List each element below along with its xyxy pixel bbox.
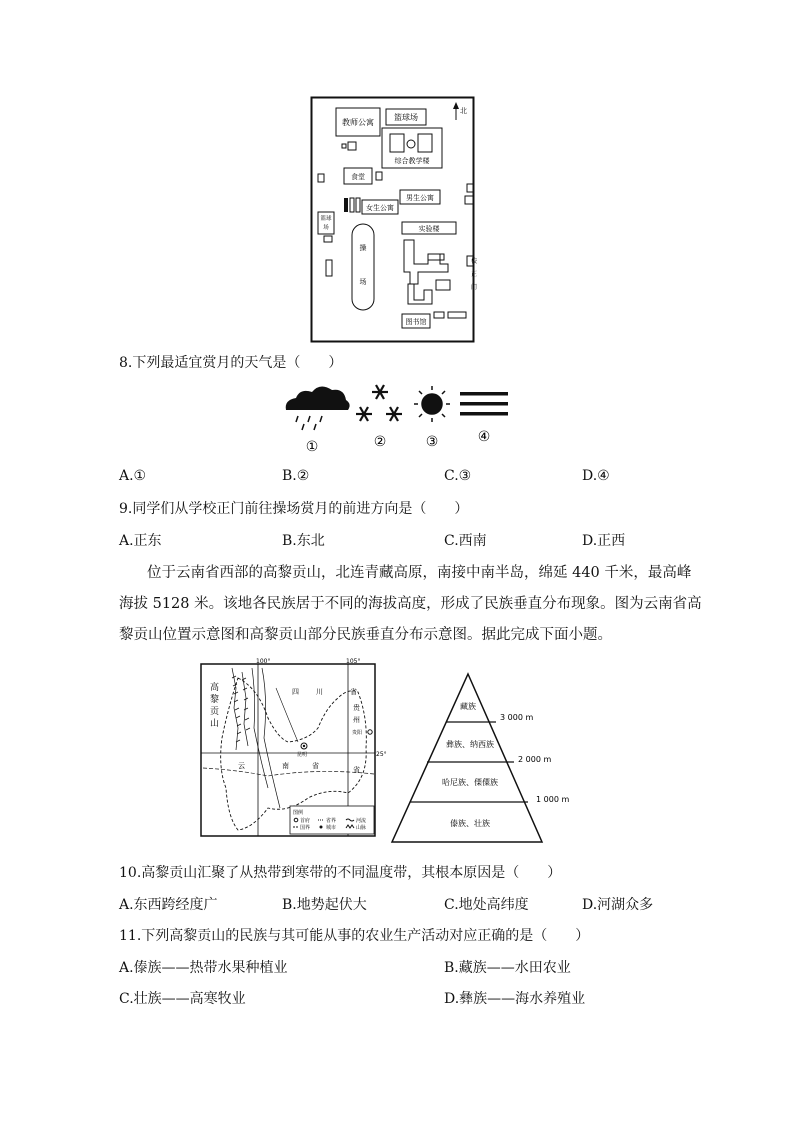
svg-text:城市: 城市: [326, 825, 337, 831]
north-arrow-icon: [453, 102, 459, 120]
q10-stem: 10.高黎贡山汇聚了从热带到寒带的不同温度带，其根本原因是（ ）: [119, 865, 562, 881]
yunnan-location-map: [198, 658, 387, 842]
q9-option-b[interactable]: B.东北: [282, 533, 325, 549]
ethnic-distribution-pyramid: [388, 670, 588, 848]
q8-option-d[interactable]: D.④: [582, 468, 610, 484]
q9-option-a[interactable]: A.正东: [119, 533, 162, 549]
svg-text:省: 省: [312, 762, 319, 770]
svg-text:云: 云: [238, 762, 245, 770]
fog-icon: [460, 392, 508, 416]
weather-symbols: [280, 378, 520, 456]
weather-label-4: ④: [477, 429, 491, 445]
svg-text:州: 州: [353, 716, 360, 724]
rain-cloud-icon: [286, 386, 350, 430]
q9-stem: 9.同学们从学校正门前往操场赏月的前进方向是（ ）: [119, 501, 469, 517]
q8-option-a[interactable]: A.①: [119, 468, 147, 484]
q8-option-b[interactable]: B.②: [282, 468, 310, 484]
altitude-3000: 3 000 m: [500, 713, 534, 722]
svg-text:贡: 贡: [210, 707, 220, 717]
svg-text:省: 省: [353, 766, 360, 774]
svg-text:首府: 首府: [300, 818, 311, 824]
mountain-range-icon: [232, 668, 250, 750]
small-court-label: 篮球: [320, 216, 332, 222]
svg-text:省: 省: [350, 688, 357, 696]
weather-label-2: ②: [373, 434, 387, 450]
weather-label-3: ③: [425, 434, 439, 450]
lat-label-25: 25°: [376, 751, 387, 758]
altitude-1000: 1 000 m: [536, 795, 570, 804]
svg-text:高: 高: [210, 683, 220, 693]
svg-text:四: 四: [292, 688, 299, 696]
q11-stem: 11.下列高黎贡山的民族与其可能从事的农业生产活动对应正确的是（ ）: [119, 928, 590, 944]
snow-icon: [356, 385, 402, 421]
library-label: 图书馆: [405, 318, 427, 326]
q8-option-c[interactable]: C.③: [444, 468, 472, 484]
layer-label-2: 彝族、纳西族: [446, 740, 494, 749]
passage-line-1: 位于云南省西部的高黎贡山，北连青藏高原，南接中南半岛，绵延 440 千米，最高峰: [147, 565, 692, 581]
passage-line-2: 海拔 5128 米。该地各民族居于不同的海拔高度，形成了民族垂直分布现象。图为云南省高: [119, 596, 702, 612]
svg-text:黎: 黎: [210, 695, 220, 705]
q9-option-d[interactable]: D.正西: [582, 533, 626, 549]
q10-option-a[interactable]: A.东西跨经度广: [119, 897, 218, 913]
girls-dorm-label: 女生公寓: [366, 204, 394, 212]
main-gate-label-2: 正: [470, 271, 477, 278]
teacher-apartment-label: 教师公寓: [342, 118, 374, 127]
lab-building-label: 实验楼: [418, 225, 440, 233]
lon-label-105: 105°: [346, 658, 361, 665]
passage: [119, 558, 702, 651]
q10-option-c[interactable]: C.地处高纬度: [444, 897, 529, 913]
svg-text:河流: 河流: [356, 818, 367, 824]
svg-text:川: 川: [316, 688, 323, 696]
passage-line-3: 黎贡山位置示意图和高黎贡山部分民族垂直分布示意图。据此完成下面小题。: [119, 627, 612, 643]
layer-label-1: 藏族: [460, 702, 476, 711]
kunming-label: 昆明: [297, 752, 308, 758]
svg-text:南: 南: [282, 762, 289, 770]
teaching-building-label: 综合教学楼: [394, 157, 430, 165]
svg-text:图例: 图例: [293, 810, 304, 816]
q9-option-c[interactable]: C.西南: [444, 533, 487, 549]
svg-text:省界: 省界: [326, 818, 337, 824]
north-label: 北: [460, 107, 467, 115]
playground-label-2: 场: [359, 278, 367, 286]
q11-option-b[interactable]: B.藏族——水田农业: [444, 960, 571, 976]
svg-text:贵: 贵: [353, 704, 360, 712]
sun-icon: [414, 386, 450, 422]
q11-option-c[interactable]: C.壮族——高寒牧业: [119, 991, 246, 1007]
main-gate-label-1: 校: [470, 258, 477, 265]
q8-stem: 8.下列最适宜赏月的天气是（ ）: [119, 355, 343, 371]
playground-label-1: 操: [359, 244, 367, 252]
q11-option-d[interactable]: D.彝族——海水养殖业: [444, 991, 586, 1007]
mountain-label: [210, 681, 220, 729]
q10-option-b[interactable]: B.地势起伏大: [282, 897, 367, 913]
guiyang-label: 贵阳: [352, 730, 363, 736]
basketball-court-label: 篮球场: [394, 113, 418, 122]
altitude-2000: 2 000 m: [518, 755, 552, 764]
small-court-label-2: 场: [323, 225, 329, 231]
svg-text:山脉: 山脉: [356, 825, 367, 831]
svg-text:国界: 国界: [300, 825, 311, 831]
canteen-label: 食堂: [351, 173, 365, 181]
campus-map: [310, 96, 478, 344]
svg-text:山: 山: [210, 719, 220, 729]
layer-label-3: 哈尼族、傈僳族: [442, 778, 498, 787]
lon-label-100: 100°: [256, 658, 271, 665]
q10-option-d[interactable]: D.河湖众多: [582, 897, 654, 913]
q11-option-a[interactable]: A.傣族——热带水果种植业: [119, 960, 288, 976]
map-legend: [290, 806, 374, 834]
guiyang-marker-icon: [368, 730, 372, 734]
weather-label-1: ①: [305, 439, 319, 455]
main-gate-label-3: 门: [470, 284, 477, 291]
layer-label-4: 傣族、壮族: [450, 819, 490, 828]
boys-dorm-label: 男生公寓: [406, 194, 434, 202]
